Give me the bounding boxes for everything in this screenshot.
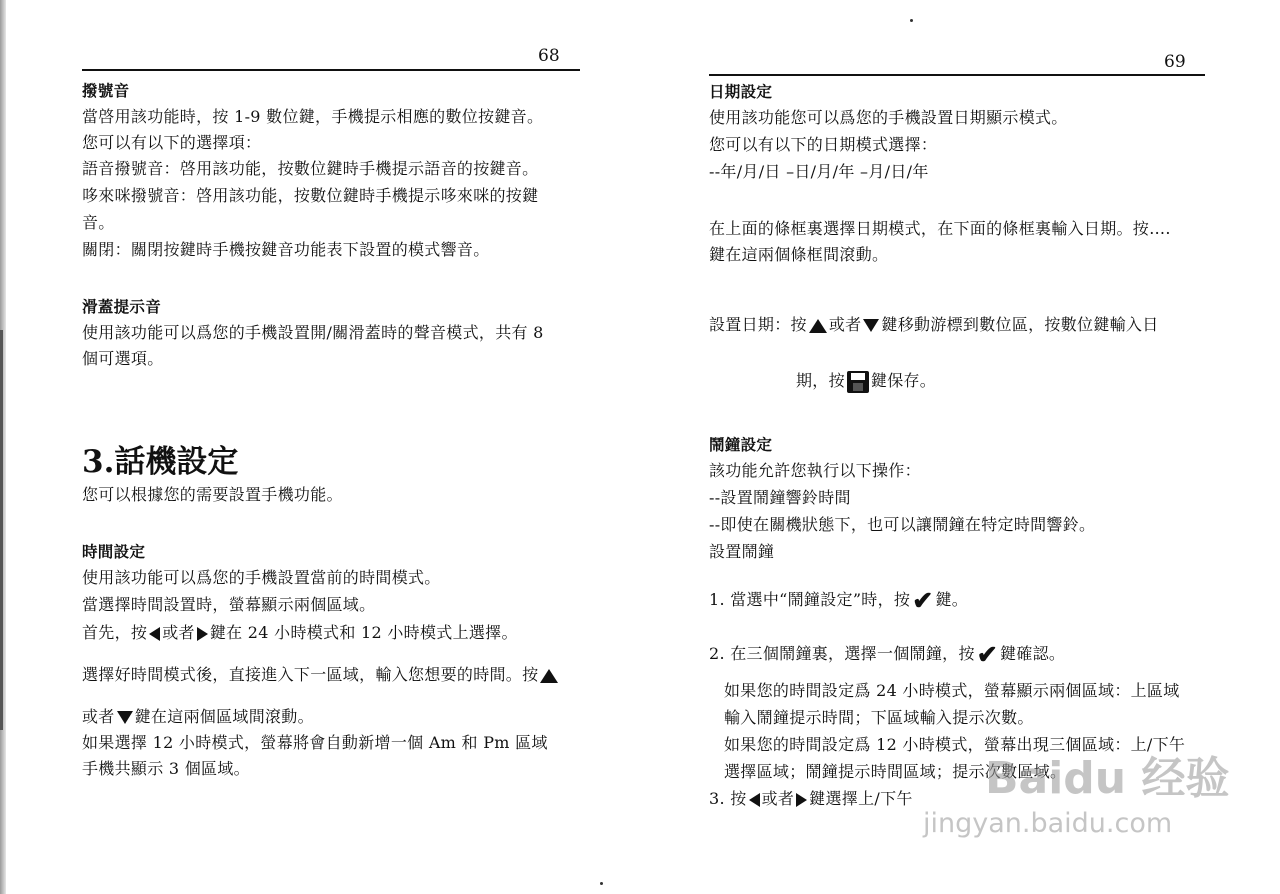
text-segment: 2. 在三個鬧鐘裏，選擇一個鬧鐘，按 [709,644,975,663]
time-setting-line [82,622,518,644]
right-triangle-icon [796,793,807,807]
text-segment: 1. 當選中“鬧鐘設定”時，按 [709,590,911,609]
page-number: 69 [1164,52,1186,72]
text-segment: 或者 [761,789,795,808]
down-triangle-icon [117,711,133,724]
text-segment: 鍵。 [935,590,969,609]
scan-speck [910,19,913,22]
section-title: 3.話機設定 [82,444,239,480]
slide-tone-line: 個可選項。 [82,349,164,368]
alarm-note: 輸入鬧鐘提示時間；下區域輸入提示次數。 [724,708,1034,727]
text-segment: 鍵確認。 [1000,644,1066,663]
text-segment: 鍵在這兩個區域間滾動。 [134,707,314,726]
time-setting-line: 使用該功能可以爲您的手機設置當前的時間模式。 [82,568,441,587]
text-segment: 或者 [828,315,862,334]
text-segment: 設置日期：按 [709,315,807,334]
text-segment: 首先，按 [82,623,148,642]
right-triangle-icon [197,627,208,641]
dial-tone-line: 當啓用該功能時，按 1-9 數位鍵，手機提示相應的數位按鍵音。 [82,107,544,126]
alarm-line: --即使在關機狀態下，也可以讓鬧鐘在特定時間響鈴。 [709,515,1096,534]
slide-tone-heading: 滑蓋提示音 [82,298,162,316]
save-icon [847,371,869,393]
alarm-step [709,585,969,615]
text-segment: 選擇好時間模式後，直接進入下一區域，輸入您想要的時間。按 [82,665,539,684]
page-number: 68 [538,46,560,66]
up-triangle-icon [809,319,827,333]
time-setting-line: 如果選擇 12 小時模式，螢幕將會自動新增一個 Am 和 Pm 區域 [82,733,548,752]
time-setting-line: 當選擇時間設置時，螢幕顯示兩個區域。 [82,595,376,614]
time-setting-line [82,664,560,686]
alarm-step [709,788,913,810]
alarm-line: --設置鬧鐘響鈴時間 [709,488,851,507]
slide-tone-line: 使用該功能可以爲您的手機設置開/關滑蓋時的聲音模式，共有 8 [82,323,544,342]
text-segment: 鍵保存。 [870,371,937,390]
check-icon: ✔ [912,585,934,615]
header-rule [709,74,1205,76]
date-setting-line: 在上面的條框裏選擇日期模式，在下面的條框裏輸入日期。按…. [709,219,1171,238]
header-rule [82,69,580,71]
date-setting-line [796,370,936,393]
down-triangle-icon [863,319,879,332]
dial-tone-line: 您可以有以下的選擇項： [82,133,262,152]
text-segment: 3. 按 [709,789,747,808]
alarm-note: 如果您的時間設定爲 24 小時模式，螢幕顯示兩個區域：上區域 [724,681,1180,700]
date-setting-line [709,314,1159,336]
left-triangle-icon [749,793,760,807]
date-setting-line: 您可以有以下的日期模式選擇： [709,135,938,154]
text-segment: 或者 [82,707,115,726]
date-setting-heading: 日期設定 [709,83,773,101]
dial-tone-heading: 撥號音 [82,82,130,100]
alarm-line: 該功能允許您執行以下操作： [709,461,921,480]
left-triangle-icon [149,627,160,641]
section-intro: 您可以根據您的需要設置手機功能。 [82,485,343,504]
scan-edge-shadow [0,330,3,730]
scan-speck [600,882,603,885]
text-segment: 鍵在 24 小時模式和 12 小時模式上選擇。 [209,623,518,642]
dial-tone-line: 語音撥號音：啓用該功能，按數位鍵時手機提示語音的按鍵音。 [82,159,539,178]
dial-tone-line: 音。 [82,213,115,232]
text-segment: 鍵移動游標到數位區，按數位鍵輸入日 [881,315,1159,334]
dial-tone-line: 關閉：關閉按鍵時手機按鍵音功能表下設置的模式響音。 [82,240,490,259]
time-setting-line: 手機共顯示 3 個區域。 [82,759,250,778]
alarm-line: 設置鬧鐘 [709,542,775,561]
dial-tone-line: 哆來咪撥號音：啓用該功能，按數位鍵時手機提示哆來咪的按鍵 [82,186,539,205]
time-setting-line [82,706,314,728]
alarm-note: 選擇區域；鬧鐘提示時間區域；提示次數區域。 [724,762,1067,781]
check-icon: ✔ [976,639,999,669]
date-setting-line: --年/月/日 –日/月/年 –月/日/年 [709,162,929,181]
text-segment: 期，按 [796,371,845,390]
text-segment: 鍵選擇上/下午 [809,789,913,808]
date-setting-line: 鍵在這兩個條框間滾動。 [709,245,889,264]
watermark-brand: Baidu 经验 [985,753,1230,804]
up-triangle-icon [540,669,558,683]
alarm-note: 如果您的時間設定爲 12 小時模式，螢幕出現三個區域：上/下午 [724,735,1186,754]
date-setting-line: 使用該功能您可以爲您的手機設置日期顯示模式。 [709,108,1068,127]
alarm-heading: 鬧鐘設定 [709,436,773,454]
alarm-step [709,639,1066,669]
watermark-url: jingyan.baidu.com [923,808,1173,839]
time-setting-heading: 時間設定 [82,543,146,561]
right-page [640,0,1280,894]
text-segment: 或者 [162,623,195,642]
